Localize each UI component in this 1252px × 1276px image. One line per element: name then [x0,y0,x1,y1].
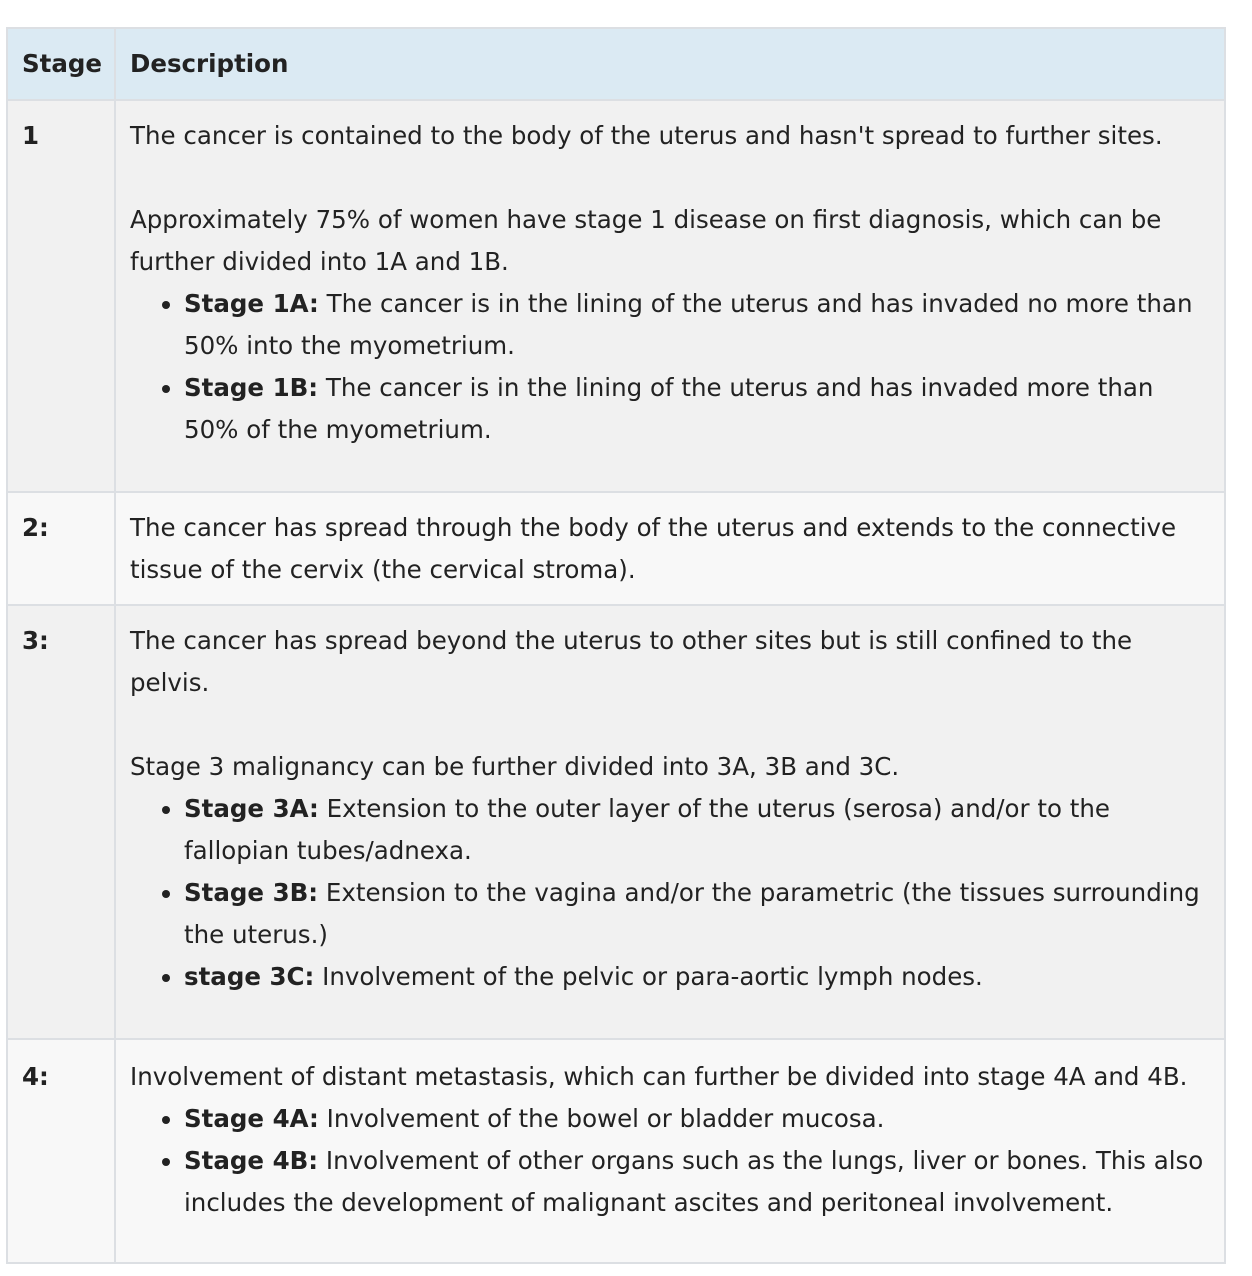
substage-text: The cancer is in the lining of the uterus and has invaded more than 50% of the myometrium. [184,373,1154,444]
substage-list [130,1098,1210,1224]
substage-label: stage 3C: [184,962,315,991]
list-item [184,956,1210,998]
substage-list [130,283,1210,451]
substage-text: Extension to the outer layer of the uterus (serosa) and/or to the fallopian tubes/adnexa. [184,794,1110,865]
stage-cell: 4: [7,1039,115,1263]
description-cell [115,100,1225,492]
substage-label: Stage 3A: [184,794,319,823]
substage-text: Involvement of other organs such as the lungs, liver or bones. This also includes the development of malignant ascites and peritoneal involvement. [184,1146,1204,1217]
list-item [184,872,1210,956]
description-paragraph: Stage 3 malignancy can be further divided into 3A, 3B and 3C. [130,752,900,781]
substage-label: Stage 1A: [184,289,319,318]
substage-list [130,788,1210,998]
description-paragraph: Involvement of distant metastasis, which can further be divided into stage 4A and 4B. [130,1062,1188,1091]
substage-text: The cancer is in the lining of the uterus and has invaded no more than 50% into the myometrium. [184,289,1193,360]
list-item [184,283,1210,367]
list-item [184,367,1210,451]
description-paragraph: Approximately 75% of women have stage 1 disease on first diagnosis, which can be further divided into 1A and 1B. [130,205,1162,276]
substage-label: Stage 4B: [184,1146,319,1175]
table-row [7,605,1225,1039]
description-cell [115,1039,1225,1263]
table-row [7,1039,1225,1263]
list-item [184,1098,1210,1140]
description-cell [115,605,1225,1039]
table-row [7,100,1225,492]
substage-text: Involvement of the pelvic or para-aortic lymph nodes. [314,962,983,991]
substage-label: Stage 3B: [184,878,319,907]
list-item [184,788,1210,872]
stage-cell: 1 [7,100,115,492]
substage-text: Involvement of the bowel or bladder mucosa. [318,1104,885,1133]
staging-table-container [6,27,1224,1264]
list-item [184,1140,1210,1224]
description-paragraph: The cancer has spread through the body of the uterus and extends to the connective tissue of the cervix (the cervical stroma). [130,513,1177,584]
table-row [7,492,1225,605]
staging-table [6,27,1226,1264]
description-paragraph: The cancer has spread beyond the uterus to other sites but is still confined to the pelvis. [130,626,1133,697]
substage-label: Stage 4A: [184,1104,319,1133]
description-cell [115,492,1225,605]
header-stage: Stage [7,28,115,100]
description-paragraph: The cancer is contained to the body of the uterus and hasn't spread to further sites. [130,121,1163,150]
substage-text: Extension to the vagina and/or the parametric (the tissues surrounding the uterus.) [184,878,1200,949]
header-description: Description [115,28,1225,100]
stage-cell: 2: [7,492,115,605]
table-header-row [7,28,1225,100]
stage-cell: 3: [7,605,115,1039]
substage-label: Stage 1B: [184,373,319,402]
